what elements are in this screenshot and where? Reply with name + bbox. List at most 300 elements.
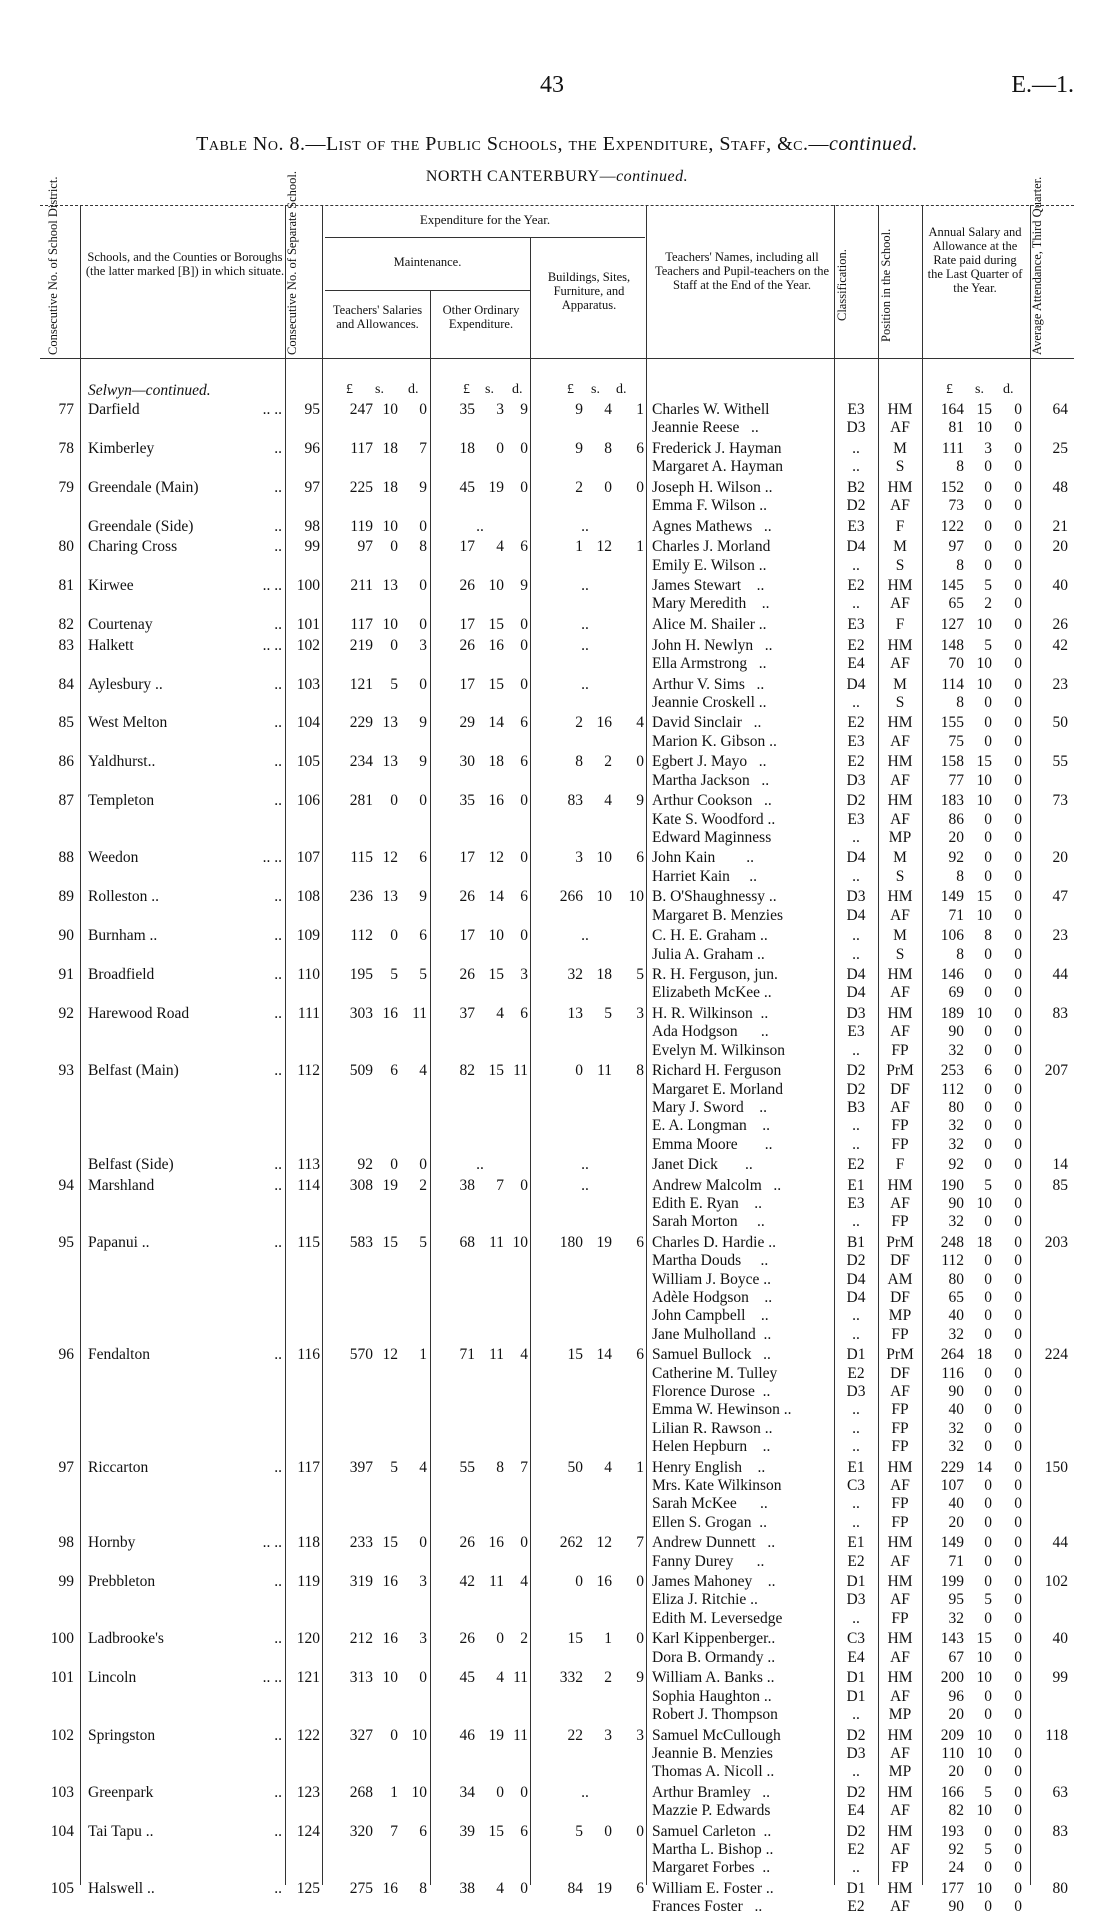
salary-shillings: 5 xyxy=(984,1176,992,1194)
table-row xyxy=(40,1062,1074,1154)
position: FP xyxy=(891,1213,909,1231)
other-expenditure-pence: 9 xyxy=(520,401,528,418)
salary-pounds: 32 xyxy=(948,1609,964,1627)
staff-line xyxy=(40,1177,1074,1195)
salary-pence: 0 xyxy=(1014,675,1022,693)
staff-line xyxy=(40,518,1074,536)
salary-pounds: 122 xyxy=(940,517,964,535)
buildings-expenditure-pounds: 5 xyxy=(575,1822,583,1840)
salary-shillings: 10 xyxy=(976,616,992,634)
staff-line xyxy=(40,927,1074,945)
staff-line xyxy=(40,1630,1074,1648)
salary-shillings: 0 xyxy=(984,693,992,711)
salaries-pounds: 236 xyxy=(349,888,373,906)
average-attendance: 40 xyxy=(1052,1630,1068,1648)
buildings-expenditure-pence: 6 xyxy=(636,849,644,867)
salary-pence: 0 xyxy=(1014,497,1022,515)
other-expenditure-shillings: 19 xyxy=(488,478,504,496)
school-dots: .. .. xyxy=(262,1669,282,1687)
teacher-name: Henry English .. xyxy=(652,1458,766,1476)
teacher-name: Richard H. Ferguson xyxy=(652,1062,782,1080)
salary-pounds: 149 xyxy=(940,888,964,906)
unit-pound: £ xyxy=(463,382,470,397)
staff-line xyxy=(40,1420,1074,1438)
separate-school-number: 116 xyxy=(297,1346,320,1364)
separate-school-number: 118 xyxy=(297,1534,320,1552)
salaries-shillings: 0 xyxy=(390,1156,398,1174)
classification: .. xyxy=(852,1401,860,1419)
teacher-name: Adèle Hodgson .. xyxy=(652,1289,773,1307)
position: FP xyxy=(891,1495,909,1513)
separate-school-number: 101 xyxy=(296,616,320,634)
salary-pence: 0 xyxy=(1014,538,1022,556)
other-expenditure-pence: 0 xyxy=(520,1534,528,1552)
school-name: Courtenay xyxy=(88,616,153,634)
position: HM xyxy=(887,1783,913,1801)
teacher-name: Martha Jackson .. xyxy=(652,771,770,789)
section-label: Selwyn—continued. xyxy=(88,382,211,399)
salary-pence: 0 xyxy=(1014,966,1022,984)
staff-line xyxy=(40,1117,1074,1135)
classification: .. xyxy=(852,927,860,945)
staff-line xyxy=(40,1727,1074,1745)
staff-line xyxy=(40,1401,1074,1419)
buildings-expenditure-pounds: 15 xyxy=(567,1630,583,1648)
classification: E3 xyxy=(847,517,865,535)
salary-shillings: 0 xyxy=(984,732,992,750)
position: HM xyxy=(887,577,913,595)
teacher-name: Ada Hodgson .. xyxy=(652,1023,769,1041)
table-title xyxy=(0,133,1114,156)
staff-line xyxy=(40,1880,1074,1898)
other-expenditure-pounds: 34 xyxy=(459,1783,475,1801)
staff-line xyxy=(40,1534,1074,1552)
salary-shillings: 0 xyxy=(984,1213,992,1231)
district-number: 99 xyxy=(58,1573,74,1591)
salary-shillings: 0 xyxy=(984,828,992,846)
salary-shillings: 0 xyxy=(984,1609,992,1627)
average-attendance: 23 xyxy=(1052,675,1068,693)
salaries-pounds: 268 xyxy=(349,1783,373,1801)
salary-shillings: 0 xyxy=(984,1495,992,1513)
other-expenditure-pounds: 18 xyxy=(459,439,475,457)
position: AF xyxy=(890,1098,910,1116)
staff-line xyxy=(40,1289,1074,1307)
staff-line xyxy=(40,557,1074,575)
school-name: Weedon xyxy=(88,849,139,867)
school-dots: .. xyxy=(274,616,282,634)
school-dots: .. xyxy=(274,888,282,906)
salaries-pence: 7 xyxy=(419,439,427,457)
other-expenditure-pence: 7 xyxy=(520,1458,528,1476)
district-number: 79 xyxy=(58,478,74,496)
classification: .. xyxy=(852,556,860,574)
salaries-pounds: 115 xyxy=(350,849,373,867)
other-expenditure-shillings: 7 xyxy=(496,1176,504,1194)
other-expenditure-pence: 0 xyxy=(520,616,528,634)
average-attendance: 44 xyxy=(1052,966,1068,984)
classification: E4 xyxy=(847,1802,865,1820)
table-row xyxy=(40,518,1074,536)
staff-line xyxy=(40,479,1074,497)
school-dots: .. xyxy=(274,1822,282,1840)
salary-pounds: 183 xyxy=(940,792,964,810)
salaries-pounds: 570 xyxy=(349,1346,373,1364)
salary-shillings: 5 xyxy=(984,1841,992,1859)
table-row xyxy=(40,1784,1074,1821)
salary-shillings: 10 xyxy=(976,1669,992,1687)
staff-line xyxy=(40,1784,1074,1802)
salary-shillings: 10 xyxy=(976,1879,992,1897)
salaries-pence: 0 xyxy=(419,577,427,595)
salaries-shillings: 18 xyxy=(382,478,398,496)
position: HM xyxy=(887,1534,913,1552)
series-code: E.—1. xyxy=(1011,72,1074,98)
other-expenditure-pence: 0 xyxy=(520,927,528,945)
classification: C3 xyxy=(846,1630,866,1648)
buildings-expenditure-pence: 1 xyxy=(636,401,644,418)
salary-pence: 0 xyxy=(1014,1879,1022,1897)
table-row xyxy=(40,1156,1074,1174)
school-dots: .. xyxy=(274,1458,282,1476)
header-maintenance: Maintenance. xyxy=(393,255,462,269)
salary-shillings: 0 xyxy=(984,1573,992,1591)
classification: E3 xyxy=(847,401,865,418)
salary-pence: 0 xyxy=(1014,1783,1022,1801)
salary-pence: 0 xyxy=(1014,1726,1022,1744)
buildings-expenditure-pence: 3 xyxy=(636,1005,644,1023)
salary-pounds: 96 xyxy=(948,1687,964,1705)
salary-shillings: 0 xyxy=(984,810,992,828)
position: FP xyxy=(891,1513,909,1531)
salary-pence: 0 xyxy=(1014,1802,1022,1820)
teacher-name: Lilian R. Rawson .. xyxy=(652,1419,773,1437)
salary-pence: 0 xyxy=(1014,1609,1022,1627)
salaries-pounds: 234 xyxy=(349,753,373,771)
school-dots: .. .. xyxy=(262,1534,282,1552)
other-expenditure-shillings: 14 xyxy=(488,888,504,906)
salary-shillings: 10 xyxy=(976,1726,992,1744)
buildings-expenditure-pounds: 332 xyxy=(559,1669,583,1687)
average-attendance: 73 xyxy=(1052,792,1068,810)
teacher-name: William A. Banks .. xyxy=(652,1669,775,1687)
teacher-name: Samuel Carleton .. xyxy=(652,1822,772,1840)
unit-d: d. xyxy=(616,382,627,397)
salaries-pence: 10 xyxy=(411,1726,427,1744)
school-name: Lincoln xyxy=(88,1669,137,1687)
position: AF xyxy=(890,810,910,828)
other-expenditure-pence: 11 xyxy=(513,1669,528,1687)
staff-line xyxy=(40,1307,1074,1325)
position: HM xyxy=(887,753,913,771)
salary-shillings: 14 xyxy=(976,1458,992,1476)
other-expenditure-pence: 0 xyxy=(520,1176,528,1194)
other-expenditure-pence: 6 xyxy=(520,538,528,556)
classification: D4 xyxy=(846,1270,866,1288)
staff-line xyxy=(40,1156,1074,1174)
teacher-name: Catherine M. Tulley xyxy=(652,1364,778,1382)
salary-pounds: 158 xyxy=(940,753,964,771)
salary-shillings: 15 xyxy=(976,401,992,418)
table-row xyxy=(40,1727,1074,1782)
salary-shillings: 0 xyxy=(984,1476,992,1494)
separate-school-number: 98 xyxy=(304,517,320,535)
table-row xyxy=(40,927,1074,964)
salaries-pence: 0 xyxy=(419,792,427,810)
salary-shillings: 0 xyxy=(984,1513,992,1531)
buildings-expenditure: .. xyxy=(581,1783,589,1801)
separate-school-number: 115 xyxy=(297,1234,320,1252)
separate-school-number: 124 xyxy=(296,1822,320,1840)
other-expenditure-pence: 11 xyxy=(513,1062,528,1080)
position: AF xyxy=(890,732,910,750)
separate-school-number: 104 xyxy=(296,714,320,732)
school-name: Springston xyxy=(88,1726,156,1744)
position: AF xyxy=(890,771,910,789)
position: FP xyxy=(891,1419,909,1437)
salary-shillings: 18 xyxy=(976,1234,992,1252)
salaries-pounds: 212 xyxy=(349,1630,373,1648)
salary-shillings: 10 xyxy=(976,771,992,789)
salary-pounds: 70 xyxy=(948,654,964,672)
classification: D1 xyxy=(846,1669,866,1687)
header-teachers: Teachers' Names, including all Teachers and Pupil-teachers on the Staff at the End of the Year. xyxy=(654,250,830,292)
classification: .. xyxy=(852,1438,860,1456)
salaries-pounds: 327 xyxy=(349,1726,373,1744)
average-attendance: 85 xyxy=(1052,1176,1068,1194)
other-expenditure-shillings: 4 xyxy=(496,1005,504,1023)
school-name: Kimberley xyxy=(88,439,155,457)
teacher-name: Julia A. Graham .. xyxy=(652,945,765,963)
position: S xyxy=(895,945,905,963)
school-name: Halswell .. xyxy=(88,1879,155,1897)
salary-pence: 0 xyxy=(1014,517,1022,535)
classification: E3 xyxy=(847,732,865,750)
other-expenditure-shillings: 11 xyxy=(489,1234,504,1252)
classification: .. xyxy=(852,1325,860,1343)
position: S xyxy=(895,458,905,476)
staff-line xyxy=(40,577,1074,595)
salary-pounds: 112 xyxy=(941,1080,964,1098)
average-attendance: 25 xyxy=(1052,439,1068,457)
staff-line xyxy=(40,676,1074,694)
buildings-expenditure-shillings: 16 xyxy=(596,714,612,732)
teacher-name: William J. Boyce .. xyxy=(652,1270,772,1288)
salaries-pounds: 117 xyxy=(350,439,373,457)
buildings-expenditure-pounds: 1 xyxy=(575,538,583,556)
salaries-pounds: 303 xyxy=(349,1005,373,1023)
salary-pence: 0 xyxy=(1014,439,1022,457)
salaries-pence: 9 xyxy=(419,753,427,771)
salary-pounds: 152 xyxy=(940,478,964,496)
salaries-pence: 5 xyxy=(419,1234,427,1252)
salary-shillings: 15 xyxy=(976,753,992,771)
buildings-expenditure-pence: 10 xyxy=(628,888,644,906)
position: FP xyxy=(891,1135,909,1153)
buildings-expenditure-pence: 4 xyxy=(636,714,644,732)
other-expenditure-pounds: 39 xyxy=(459,1822,475,1840)
salaries-shillings: 0 xyxy=(390,927,398,945)
salaries-pence: 0 xyxy=(419,1669,427,1687)
salary-pounds: 166 xyxy=(940,1783,964,1801)
district-number: 101 xyxy=(50,1669,74,1687)
school-name: Greendale (Side) xyxy=(88,517,194,535)
other-expenditure-shillings: 8 xyxy=(496,1458,504,1476)
salary-pence: 0 xyxy=(1014,1364,1022,1382)
salary-shillings: 0 xyxy=(984,1080,992,1098)
other-expenditure-pounds: 38 xyxy=(459,1176,475,1194)
salary-pounds: 200 xyxy=(940,1669,964,1687)
staff-line xyxy=(40,714,1074,732)
salary-pence: 0 xyxy=(1014,1630,1022,1648)
teacher-name: B. O'Shaughnessy .. xyxy=(652,888,777,906)
salary-pence: 0 xyxy=(1014,1041,1022,1059)
unit-row xyxy=(40,382,1074,398)
salaries-pence: 11 xyxy=(412,1005,427,1023)
salary-pounds: 248 xyxy=(940,1234,964,1252)
salary-shillings: 0 xyxy=(984,1117,992,1135)
other-expenditure-pounds: 35 xyxy=(459,401,475,418)
unit-s: s. xyxy=(591,382,600,397)
school-name: Yaldhurst.. xyxy=(88,753,156,771)
salary-shillings: 0 xyxy=(984,849,992,867)
salary-pounds: 8 xyxy=(956,693,964,711)
district-number: 78 xyxy=(58,439,74,457)
salary-pounds: 92 xyxy=(948,849,964,867)
salary-shillings: 10 xyxy=(976,654,992,672)
staff-line xyxy=(40,538,1074,556)
other-expenditure-pounds: 26 xyxy=(459,1534,475,1552)
school-name: West Melton xyxy=(88,714,168,732)
salary-shillings: 10 xyxy=(976,1802,992,1820)
position: AF xyxy=(890,1648,910,1666)
position: DF xyxy=(890,1080,910,1098)
average-attendance: 48 xyxy=(1052,478,1068,496)
salary-pounds: 106 xyxy=(940,927,964,945)
position: HM xyxy=(887,478,913,496)
salary-pounds: 143 xyxy=(940,1630,964,1648)
salary-pounds: 81 xyxy=(948,419,964,437)
salary-pence: 0 xyxy=(1014,1098,1022,1116)
salary-shillings: 0 xyxy=(984,1252,992,1270)
other-expenditure-shillings: 4 xyxy=(496,538,504,556)
salary-shillings: 10 xyxy=(976,675,992,693)
header-classification: Classification. xyxy=(835,249,849,321)
buildings-expenditure-pence: 8 xyxy=(636,1062,644,1080)
separate-school-number: 97 xyxy=(304,478,320,496)
buildings-expenditure-pence: 1 xyxy=(636,1458,644,1476)
salary-pounds: 92 xyxy=(948,1841,964,1859)
classification: D4 xyxy=(846,675,866,693)
classification: .. xyxy=(852,458,860,476)
teacher-name: Andrew Malcolm .. xyxy=(652,1176,782,1194)
staff-line xyxy=(40,1649,1074,1667)
staff-line xyxy=(40,888,1074,906)
average-attendance: 102 xyxy=(1044,1573,1068,1591)
salary-pounds: 193 xyxy=(940,1822,964,1840)
teacher-name: Charles D. Hardie .. xyxy=(652,1234,776,1252)
district-number: 98 xyxy=(58,1534,74,1552)
table-row xyxy=(40,888,1074,925)
salary-pence: 0 xyxy=(1014,1176,1022,1194)
teacher-name: Samuel Bullock .. xyxy=(652,1346,771,1364)
salaries-pence: 10 xyxy=(411,1783,427,1801)
school-name: Marshland xyxy=(88,1176,155,1194)
teacher-name: Charles W. Withell xyxy=(652,401,770,418)
buildings-expenditure-shillings: 2 xyxy=(604,1669,612,1687)
position: M xyxy=(893,849,907,867)
salary-shillings: 0 xyxy=(984,1552,992,1570)
classification: E3 xyxy=(847,1023,865,1041)
staff-line xyxy=(40,1062,1074,1080)
other-expenditure-shillings: 10 xyxy=(488,927,504,945)
school-dots: .. xyxy=(274,439,282,457)
school-dots: .. xyxy=(274,517,282,535)
salary-pence: 0 xyxy=(1014,1476,1022,1494)
position: M xyxy=(893,675,907,693)
salary-pence: 0 xyxy=(1014,867,1022,885)
salary-shillings: 0 xyxy=(984,478,992,496)
teacher-name: Thomas A. Nicoll .. xyxy=(652,1763,775,1781)
table-row xyxy=(40,676,1074,713)
salaries-shillings: 1 xyxy=(390,1783,398,1801)
school-dots: .. .. xyxy=(262,577,282,595)
table-row xyxy=(40,440,1074,477)
separate-school-number: 125 xyxy=(296,1879,320,1897)
teacher-name: Arthur Cookson .. xyxy=(652,792,772,810)
salaries-pence: 0 xyxy=(419,401,427,418)
table-subtitle xyxy=(0,168,1114,186)
average-attendance: 23 xyxy=(1052,927,1068,945)
salary-pounds: 148 xyxy=(940,636,964,654)
salaries-pounds: 211 xyxy=(350,577,373,595)
classification: .. xyxy=(852,945,860,963)
buildings-expenditure-pence: 6 xyxy=(636,439,644,457)
district-number: 100 xyxy=(50,1630,74,1648)
salary-pounds: 20 xyxy=(948,1705,964,1723)
classification: D4 xyxy=(846,849,866,867)
buildings-expenditure-shillings: 18 xyxy=(596,966,612,984)
other-expenditure-pounds: 26 xyxy=(459,636,475,654)
staff-line xyxy=(40,984,1074,1002)
salary-pence: 0 xyxy=(1014,1195,1022,1213)
salaries-shillings: 12 xyxy=(382,1346,398,1364)
salary-pence: 0 xyxy=(1014,714,1022,732)
teacher-name: Charles J. Morland xyxy=(652,538,771,556)
position: AF xyxy=(890,1802,910,1820)
salaries-shillings: 0 xyxy=(390,636,398,654)
salary-shillings: 0 xyxy=(984,458,992,476)
salary-pence: 0 xyxy=(1014,1859,1022,1877)
salaries-pence: 1 xyxy=(419,1346,427,1364)
district-number: 87 xyxy=(58,792,74,810)
teacher-name: Florence Durose .. xyxy=(652,1383,771,1401)
salaries-pounds: 281 xyxy=(349,792,373,810)
position: AM xyxy=(887,1270,913,1288)
staff-line xyxy=(40,1271,1074,1289)
salaries-pence: 0 xyxy=(419,517,427,535)
staff-line xyxy=(40,1383,1074,1401)
buildings-expenditure-pounds: 2 xyxy=(575,714,583,732)
other-expenditure-pence: 4 xyxy=(520,1573,528,1591)
school-name: Belfast (Side) xyxy=(88,1156,174,1174)
salaries-shillings: 7 xyxy=(390,1822,398,1840)
buildings-expenditure: .. xyxy=(581,616,589,634)
other-expenditure-pounds: 26 xyxy=(459,577,475,595)
classification: D4 xyxy=(846,538,866,556)
salary-pounds: 80 xyxy=(948,1270,964,1288)
average-attendance: 207 xyxy=(1044,1062,1068,1080)
